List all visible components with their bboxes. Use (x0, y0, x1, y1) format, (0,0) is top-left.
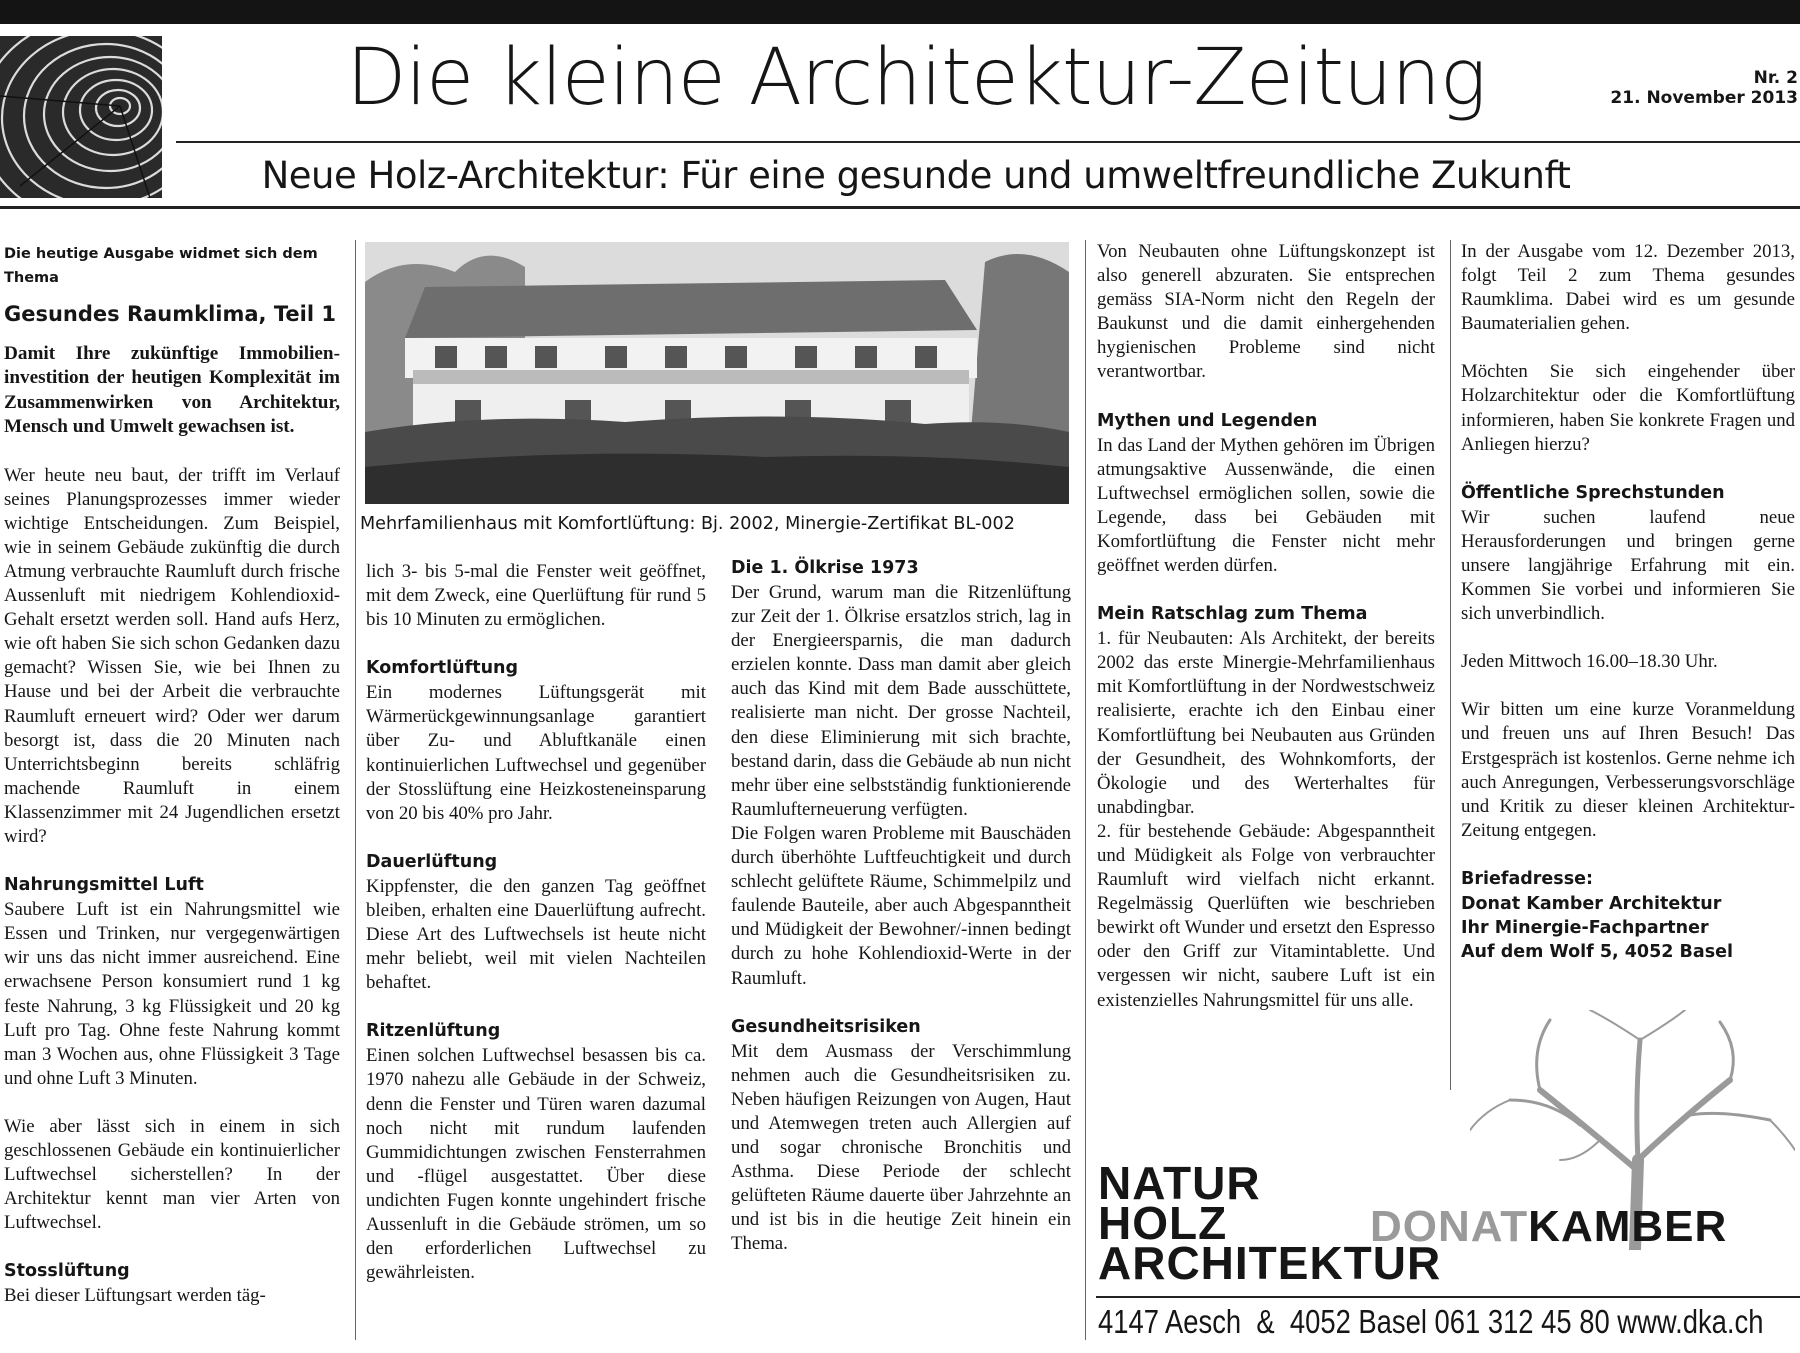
photo-caption: Mehrfamilienhaus mit Komfortlüftung: Bj. 2002, Minergie-Zertifikat BL-002 (360, 514, 1015, 534)
heading-ratschlag: Mein Ratschlag zum Thema (1097, 604, 1368, 625)
column-1 (4, 236, 340, 1308)
column-divider (355, 240, 356, 1340)
address-line-2: Ihr Minergie-Fachpartner (1461, 917, 1709, 938)
ritzenlueftung-paragraph: Einen solchen Luftwechsel besassen bis ca. 1970 nahezu alle Gebäude in der Schweiz, denn die Fenster und Türen waren dazumal noch nicht mit rundum laufenden Gummidichtungen zwischen Fensterrahmen und -flügel ausgestattet. Über diese undichten Fugen konnte ungehindert frische Aussenluft in die Gebäude strömen, um so den erforderlichen Luftwechsel zu gewährleisten. (366, 1045, 706, 1284)
column-5 (1461, 240, 1795, 964)
office-hours: Jeden Mittwoch 16.00–18.30 Uhr. (1461, 651, 1718, 673)
theme-kicker: Die heutige Ausgabe widmet sich dem Thema (4, 246, 318, 286)
ad-tagline-holz: HOLZ (1098, 1197, 1228, 1249)
heading-dauerlueftung: Dauerlüftung (366, 851, 498, 872)
ad-tagline-architektur: ARCHITEKTUR (1098, 1237, 1442, 1289)
heading-briefadresse: Briefadresse: (1461, 868, 1593, 889)
header-rule (0, 206, 1800, 209)
ratschlag-bestehende: 2. für bestehende Gebäude: Abgespanntheit und Müdigkeit als Folge von verbrauchter Raumluft wird vielfach nicht erkannt. Regelmässig Querlüften wie beschrieben bewirkt oft Wunder und ersetzt den Espresso oder den Griff zur Vitamintablette. Und vergessen wir nicht, saubere Luft ist ein existenzielles Nahrungsmittel für uns alle. (1097, 820, 1435, 1011)
ratschlag-neubauten: 1. für Neubauten: Als Architekt, der bereits 2002 das erste Minergie-Mehrfamilienhaus mit Komfortlüftung in der Nordwestschweiz realisierte, erachte ich den Einbau einer Komfortlüftung bei Neubauten aus Gründen der Gesundheit, des Wohnkomforts, der Ökologie und des Werterhaltes für unabdingbar. (1097, 628, 1435, 818)
ad-brand-kamber: KAMBER (1528, 1202, 1728, 1251)
heading-sprechstunden: Öffentliche Sprechstunden (1461, 482, 1725, 503)
intro-paragraph: Wer heute neu baut, der trifft im Verlauf seines Planungsprozesses immer wieder wichtige Entscheidungen. Zum Beispiel, wie in seinem Gebäude zukünftig die durch Atmung verbrauchte Raumluft durch frische Aussenluft mit niedrigem Kohlendioxid-Gehalt ersetzt werden soll. Hand aufs Herz, wie oft haben Sie sich schon Gedanken dazu gemacht? Wissen Sie, wie bei Ihnen zu Hause und bei der Arbeit die verbrauchte Raumluft erneuert wird? Oder wer darum besorgt ist, dass die 20 Minuten nach Unterrichtsbeginn bereits schläfrig machende Raumluft in einem Klassenzimmer mit 24 Jugendlichen ersetzt wird? (4, 464, 340, 848)
gesundheitsrisiken-paragraph: Mit dem Ausmass der Verschimmlung nehmen auch die Gesundheitsrisiken zu. Neben häufigen Reizungen von Augen, Haut und Atemwegen treten auch Allergien auf und sogar chronische Bronchitis und Asthma. Diese Periode der schlecht gelüfteten Räume dauerte über Jahrzehnte an und ist bis in die heutige Zeit hinein ein Thema. (731, 1040, 1071, 1255)
luftwechsel-paragraph: Wie aber lässt sich in einem in sich geschlossenen Gebäude ein kontinuierlicher Luftwechsel sicherstellen? In der Architektur kennt man vier Arten von Luftwechsel. (4, 1115, 340, 1234)
masthead-rule (176, 141, 1800, 143)
address-line-3: Auf dem Wolf 5, 4052 Basel (1461, 941, 1733, 962)
heading-komfortlueftung: Komfortlüftung (366, 658, 519, 679)
address-line-1: Donat Kamber Architektur (1461, 893, 1722, 914)
inquiry-paragraph: Möchten Sie sich eingehender über Holzarchitektur oder die Komfortlüftung informieren, haben Sie konkrete Fragen und Anliegen hierzu? (1461, 361, 1795, 455)
appointment-paragraph: Wir bitten um eine kurze Voranmeldung und freuen uns auf Ihren Besuch! Das Erstgespräch ist kostenlos. Gerne nehme ich auch Anregungen, Verbesserungsvorschläge und Kritik zu dieser kleinen Architektur-Zeitung entgegen. (1461, 699, 1795, 841)
heading-mythen: Mythen und Legenden (1097, 410, 1318, 431)
column-4 (1097, 240, 1435, 1013)
issue-info (1610, 68, 1798, 108)
building-photo (365, 242, 1069, 504)
ad-rule (1096, 1296, 1800, 1298)
oelkrise-paragraph-1: Der Grund, warum man die Ritzenlüftung zur Zeit der 1. Ölkrise ersatzlos strich, lag in der Energieersparnis, die man dadurch erzielen konnte. Dass man damit aber gleich auch das Kind mit dem Bade ausschüttete, realisierte man nicht. Der grosse Nachteil, den diese Eliminierung mit sich brachte, bestand darin, dass die Gebäude ab nun nicht mehr über eine selbstständig funktionierende Raumlufterneuerung verfügten. (731, 582, 1071, 820)
heading-nahrungsmittel-luft: Nahrungsmittel Luft (4, 875, 204, 896)
komfortlueftung-paragraph: Ein modernes Lüftungsgerät mit Wärmerückgewinnungsanlage garantiert über Zu- und Abluftkanäle einen kontinuierlichen Luftwechsel und gegenüber der Stosslüftung eine Heizkosteneinsparung von 20 bis 40% pro Jahr. (366, 682, 706, 824)
next-issue-paragraph: In der Ausgabe vom 12. Dezember 2013, folgt Teil 2 zum Thema gesundes Raumklima. Dabei wird es um gesunde Baumaterialien gehen. (1461, 241, 1795, 335)
column-2 (366, 560, 706, 1285)
column-divider (1450, 240, 1451, 1090)
ad-brand-name (1370, 1204, 1727, 1250)
column-3 (731, 556, 1071, 1256)
masthead-title: Die kleine Architektur-Zeitung (346, 33, 1486, 123)
dauerlueftung-paragraph: Kippfenster, die den ganzen Tag geöffnet bleiben, erhalten eine Dauerlüftung aufrecht. Diese Art des Luftwechsels ist heute nicht mehr beliebt, weil mit vielen Nachteilen behaftet. (366, 875, 706, 994)
top-black-bar (0, 0, 1800, 24)
stosslueftung-paragraph: Bei dieser Lüftungsart werden täg- (4, 1285, 266, 1307)
ad-tagline-natur: NATUR (1098, 1157, 1261, 1209)
ad-contact: 4147 Aesch & 4052 Basel 061 312 45 80 www.dka.ch (1098, 1303, 1764, 1340)
ad-brand-donat: DONAT (1370, 1202, 1529, 1251)
heading-oelkrise: Die 1. Ölkrise 1973 (731, 558, 919, 578)
article-headline: Gesundes Raumklima, Teil 1 (4, 302, 336, 326)
nahrungsmittel-paragraph: Saubere Luft ist ein Nahrungsmittel wie Essen und Trinken, nur vergegenwärtigen wir uns das nicht immer ausreichend. Eine erwachsene Person konsumiert rund 1 kg feste Nahrung, 3 kg Flüssigkeit und 20 kg Luft pro Tag. Ohne feste Nahrung kommt man 3 Wochen aus, ohne Flüssigkeit 3 Tage und ohne Luft 3 Minuten. (4, 899, 340, 1089)
oelkrise-paragraph-2: Die Folgen waren Probleme mit Bauschäden durch überhöhte Luftfeuchtigkeit und durch schlecht gelüftete Räume, Schimmelpilz und faulende Bauteile, aber auch Abgespanntheit und Müdigkeit der Bewohner/-innen bedingt durch zu hohe Kohlendioxid-Werte in der Raumluft. (731, 822, 1071, 989)
mythen-paragraph: In das Land der Mythen gehören im Übrigen atmungsaktive Aussenwände, die einen Luftwechsel ermöglichen sollen, sowie die Legende, dass bei Gebäuden mit Komfortlüftung die Fenster nicht mehr geöffnet werden dürfen. (1097, 434, 1435, 577)
heading-stosslueftung: Stosslüftung (4, 1261, 130, 1282)
issue-number: Nr. 2 (1753, 68, 1798, 88)
stosslueftung-continued: lich 3- bis 5-mal die Fenster weit geöffnet, mit dem Zweck, eine Querlüftung für rund 5 bis 10 Minuten zu ermöglichen. (366, 561, 706, 631)
heading-ritzenlueftung: Ritzenlüftung (366, 1021, 501, 1042)
lead-paragraph: Damit Ihre zukünftige Immobilien-investition der heutigen Komplexität im Zusammenwirken von Architektur, Mensch und Umwelt gewachsen ist. (4, 343, 340, 438)
heading-gesundheitsrisiken: Gesundheitsrisiken (731, 1016, 921, 1037)
column-divider (1085, 240, 1086, 1340)
neubauten-paragraph: Von Neubauten ohne Lüftungskonzept ist also generell abzuraten. Sie entsprechen gemäss SIA-Norm nicht den Regeln der Baukunst und die damit einhergehenden hygienischen Probleme sind nicht verantwortbar. (1097, 241, 1435, 383)
tree-ring-logo (0, 36, 162, 198)
sprechstunden-paragraph: Wir suchen laufend neue Herausforderungen und bringen gerne unsere langjährige Erfahrung mit ein. Kommen Sie vorbei und informieren Sie sich unverbindlich. (1461, 506, 1795, 625)
subtitle: Neue Holz-Architektur: Für eine gesunde und umweltfreundliche Zukunft (261, 154, 1571, 197)
issue-date: 21. November 2013 (1610, 88, 1798, 108)
